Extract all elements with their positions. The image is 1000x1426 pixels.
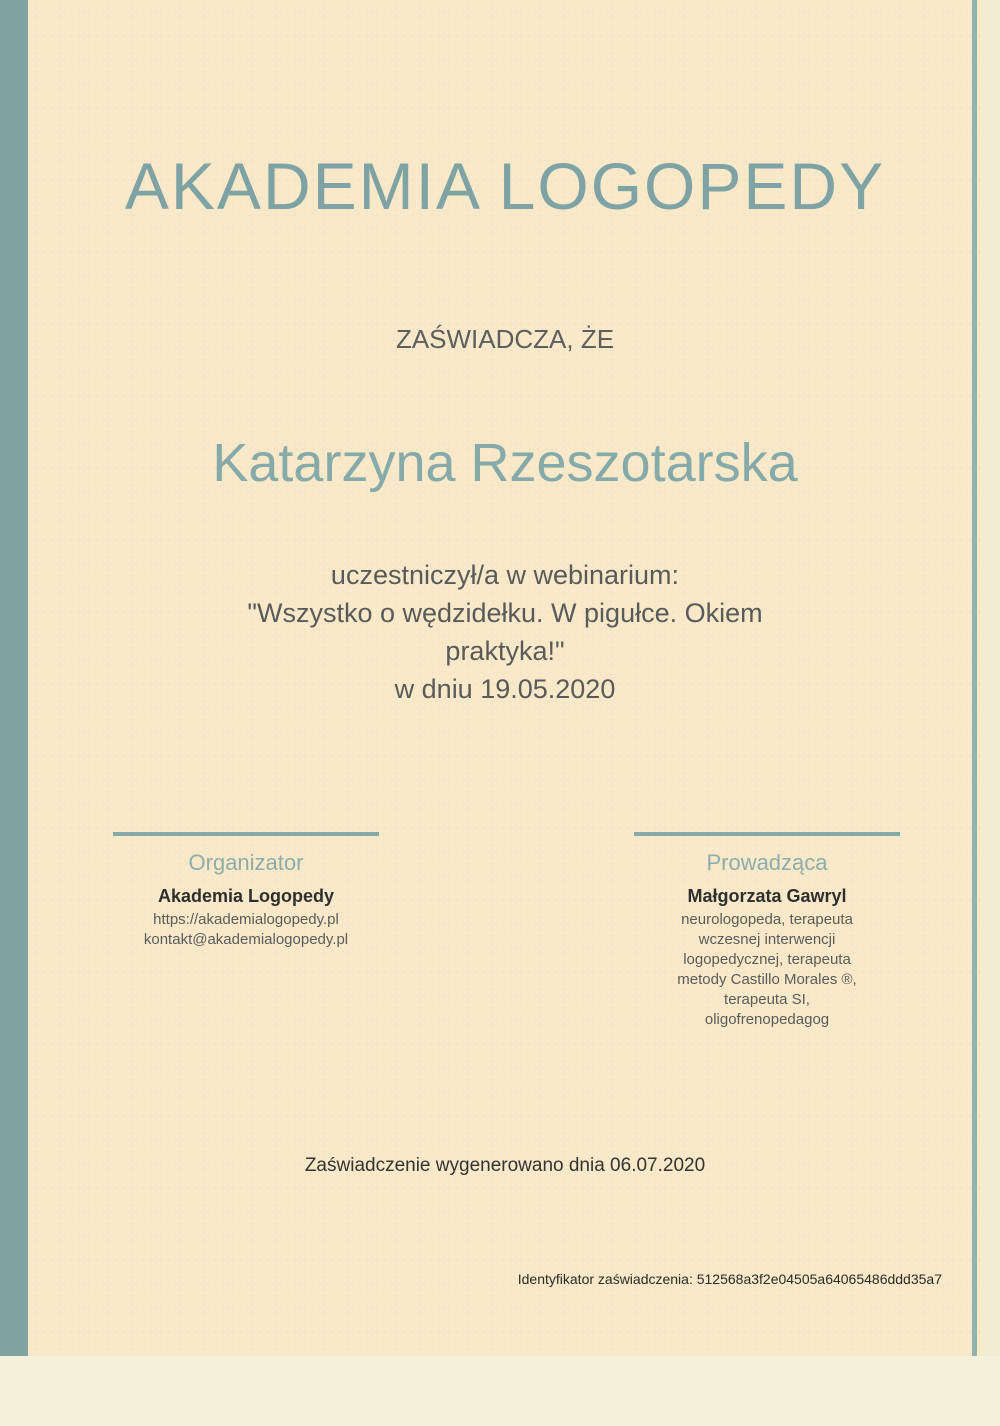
organizer-email: kontakt@akademialogopedy.pl (143, 931, 349, 948)
generation-date: Zaświadczenie wygenerowano dnia 06.07.2020 (304, 1155, 706, 1176)
course-line-1: uczestniczył/a w webinarium: (330, 560, 680, 590)
attestation-heading: ZAŚWIADCZA, ŻE (395, 324, 615, 354)
recipient-name: Katarzyna Rzeszotarska (212, 433, 798, 493)
instructor-credential-line: metody Castillo Morales ®, (677, 971, 857, 988)
course-description (0, 556, 1000, 708)
course-date: w dniu 19.05.2020 (394, 674, 616, 704)
scan-bottom-margin (0, 1356, 1000, 1426)
instructor-name: Małgorzata Gawryl (687, 886, 847, 906)
organizer-website: https://akademialogopedy.pl (153, 911, 339, 928)
instructor-block (632, 832, 902, 1030)
instructor-credential-line: logopedycznej, terapeuta (683, 951, 851, 968)
organizer-block (112, 832, 380, 950)
organizer-name: Akademia Logopedy (157, 886, 335, 906)
certificate-identifier: Identyfikator zaświadczenia: 512568a3f2e04505a64065486ddd35a7 (517, 1271, 942, 1287)
organizer-heading: Organizator (188, 850, 304, 875)
instructor-credential-line: oligofrenopedagog (704, 1011, 830, 1028)
instructor-heading: Prowadząca (706, 850, 828, 875)
instructor-divider (634, 832, 900, 836)
instructor-credential-line: wczesnej interwencji (698, 931, 836, 948)
brand-title: AKADEMIA LOGOPEDY (124, 149, 886, 223)
organizer-divider (113, 832, 379, 836)
course-line-3: praktyka!" (445, 636, 565, 666)
instructor-credential-line: terapeuta SI, (724, 991, 810, 1008)
instructor-credential-line: neurologopeda, terapeuta (681, 911, 853, 928)
course-line-2: "Wszystko o wędzidełku. W pigułce. Okiem (247, 598, 763, 628)
